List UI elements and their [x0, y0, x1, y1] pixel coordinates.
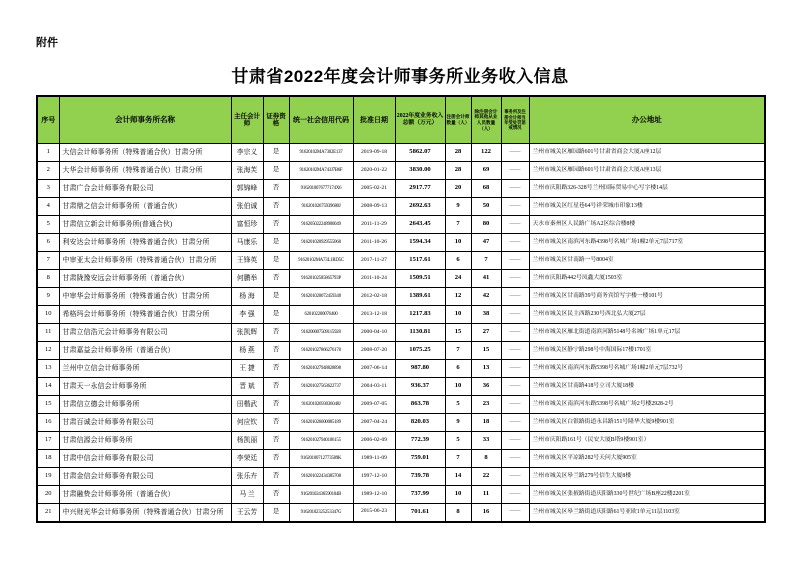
- table-cell: ——: [501, 324, 529, 342]
- table-cell: 8: [445, 504, 471, 522]
- table-cell: 王 捷: [231, 360, 263, 378]
- table-cell: 中审华会计师事务所（特殊普通合伙）甘肃分所: [59, 288, 231, 306]
- table-cell: ——: [501, 180, 529, 198]
- table-cell: 甘肃立信浩元会计师事务有限公司: [59, 324, 231, 342]
- table-cell: 916201020072459348: [289, 288, 353, 306]
- table-cell: 91620102MA7302E137: [289, 144, 353, 162]
- table-cell: 7: [445, 216, 471, 234]
- table-cell: 36: [471, 378, 501, 396]
- table-cell: 2019-09-18: [353, 144, 395, 162]
- table-cell: 28: [445, 144, 471, 162]
- table-cell: 916201020929555068: [289, 234, 353, 252]
- table-cell: 9: [445, 414, 471, 432]
- table-cell: 否: [263, 378, 289, 396]
- column-header-10: 办公地址: [529, 96, 765, 144]
- table-cell: 10: [445, 234, 471, 252]
- table-cell: 杨凯丽: [231, 432, 263, 450]
- table-cell: 大信会计师事务所（特殊普通合伙）甘肃分所: [59, 144, 231, 162]
- table-cell: 820.03: [395, 414, 445, 432]
- table-cell: 80: [471, 216, 501, 234]
- table-row: [37, 414, 765, 432]
- table-cell: 936.37: [395, 378, 445, 396]
- table-cell: 2006-02-09: [353, 432, 395, 450]
- table-cell: 兰州市城关区甘南路418号立司大厦18楼: [529, 378, 765, 396]
- table-cell: 5862.07: [395, 144, 445, 162]
- table-cell: 2011-11-29: [353, 216, 395, 234]
- table-cell: 1509.51: [395, 270, 445, 288]
- table-cell: 兰州市城关区张掖路街道庆阳路330号世纪广场B座22楼2201室: [529, 486, 765, 504]
- table-cell: 中兴财光华会计师事务所（特殊普通合伙）甘肃分所: [59, 504, 231, 522]
- column-header-1: 会计师事务所名称: [59, 96, 231, 144]
- table-cell: 否: [263, 180, 289, 198]
- table-cell: 郭锦峰: [231, 180, 263, 198]
- table-row: [37, 144, 765, 162]
- table-cell: 15: [37, 396, 59, 414]
- table-cell: ——: [501, 162, 529, 180]
- table-cell: 1130.81: [395, 324, 445, 342]
- table-cell: 否: [263, 486, 289, 504]
- revenue-table: [36, 95, 766, 523]
- table-cell: 王锋英: [231, 252, 263, 270]
- table-cell: 兰州市城关区白银路街道永昌路151号隆华大厦9楼901室: [529, 414, 765, 432]
- table-cell: 18: [471, 414, 501, 432]
- table-cell: 否: [263, 414, 289, 432]
- table-cell: 47: [471, 234, 501, 252]
- column-header-8: 除注册会计师其他从业人员数量（人）: [471, 96, 501, 144]
- table-cell: 15: [471, 342, 501, 360]
- table-cell: 2005-02-21: [353, 180, 395, 198]
- table-cell: 1389.61: [395, 288, 445, 306]
- column-header-6: 2022年度业务收入总额（万元）: [395, 96, 445, 144]
- table-cell: 5: [445, 432, 471, 450]
- table-cell: 8: [37, 270, 59, 288]
- table-cell: 916205022248900049: [289, 216, 353, 234]
- table-cell: 9162010076777174X6: [289, 180, 353, 198]
- table-cell: ——: [501, 252, 529, 270]
- table-cell: 甘肃鼎之信会计师事务所（普通合伙）: [59, 198, 231, 216]
- table-cell: ——: [501, 216, 529, 234]
- table-row: [37, 504, 765, 522]
- table-cell: 6: [445, 252, 471, 270]
- table-cell: 91620102MA73L1RD5C: [289, 252, 353, 270]
- table-cell: 田楷武: [231, 396, 263, 414]
- table-cell: 10: [37, 306, 59, 324]
- table-cell: 兰州市庆阳路326-328号兰州国际贸易中心写字楼14层: [529, 180, 765, 198]
- table-cell: 否: [263, 198, 289, 216]
- table-cell: 13: [37, 360, 59, 378]
- table-cell: 李宗义: [231, 144, 263, 162]
- table-cell: 2009-07-05: [353, 396, 395, 414]
- table-cell: ——: [501, 414, 529, 432]
- table-cell: 兰州市城关区雁园路601号甘肃省商会大厦A座13层: [529, 162, 765, 180]
- table-cell: 兰州市城关区甘南路39号商务宾馆写字楼一楼101号: [529, 288, 765, 306]
- table-row: [37, 216, 765, 234]
- table-cell: ——: [501, 288, 529, 306]
- table-cell: 晋 斌: [231, 378, 263, 396]
- table-cell: 91620102693036048J: [289, 396, 353, 414]
- table-cell: 天水市秦州区人民路广场A2区综合楼8楼: [529, 216, 765, 234]
- table-cell: 91620102325253347G: [289, 504, 353, 522]
- table-row: [37, 306, 765, 324]
- table-cell: 69: [471, 162, 501, 180]
- table-cell: 甘肃百诚会计师事务有限公司: [59, 414, 231, 432]
- table-cell: 1217.83: [395, 306, 445, 324]
- column-header-9: 事务所及注册会计师当年受处罚惩戒情况: [501, 96, 529, 144]
- table-row: [37, 450, 765, 468]
- table-cell: 91620102MA743J7B6F: [289, 162, 353, 180]
- table-cell: 759.01: [395, 450, 445, 468]
- table-cell: 4: [37, 198, 59, 216]
- table-cell: ——: [501, 432, 529, 450]
- table-cell: 甘肃信立新会计师事务所(普通合伙): [59, 216, 231, 234]
- table-cell: 916201027563622737: [289, 378, 353, 396]
- table-cell: 50: [471, 198, 501, 216]
- table-cell: 甘肃陇豫安远会计师事务所（普通合伙）: [59, 270, 231, 288]
- table-cell: 李 强: [231, 306, 263, 324]
- table-cell: 张凯辉: [231, 324, 263, 342]
- table-row: [37, 360, 765, 378]
- table-cell: 甘肃天一永信会计师事务所: [59, 378, 231, 396]
- table-cell: 甘肃嘉益会计师事务所（普通合伙）: [59, 342, 231, 360]
- table-cell: 兰州市城关区南滨河东路5398号名城广场2号楼2928-2号: [529, 396, 765, 414]
- table-cell: 马康乐: [231, 234, 263, 252]
- table-cell: 91620102585865793P: [289, 270, 353, 288]
- column-header-0: 序号: [37, 96, 59, 144]
- table-cell: 18: [37, 450, 59, 468]
- table-header-row: [37, 96, 765, 144]
- table-cell: 否: [263, 396, 289, 414]
- table-cell: 620102200076400: [289, 306, 353, 324]
- table-cell: 916201027940106155: [289, 432, 353, 450]
- table-cell: 916201027866276178: [289, 342, 353, 360]
- table-cell: 20: [445, 180, 471, 198]
- table-cell: 42: [471, 288, 501, 306]
- table-cell: 是: [263, 144, 289, 162]
- table-cell: 兰州市城关区南滨河东路5398号名城广场1幢2单元7层732号: [529, 360, 765, 378]
- table-cell: 2004-03-11: [353, 378, 395, 396]
- table-cell: 41: [471, 270, 501, 288]
- table-row: [37, 234, 765, 252]
- table-cell: ——: [501, 360, 529, 378]
- table-cell: 1: [37, 144, 59, 162]
- table-cell: 987.80: [395, 360, 445, 378]
- table-row: [37, 270, 765, 288]
- table-cell: 27: [471, 324, 501, 342]
- table-cell: 15: [445, 324, 471, 342]
- table-cell: 5: [37, 216, 59, 234]
- table-cell: 兰州市城关区甘南路一号8004室: [529, 252, 765, 270]
- column-header-5: 批准日期: [353, 96, 395, 144]
- table-cell: 16: [37, 414, 59, 432]
- table-cell: 20: [37, 486, 59, 504]
- table-cell: 6: [445, 360, 471, 378]
- table-cell: 12: [445, 288, 471, 306]
- table-row: [37, 162, 765, 180]
- table-cell: 否: [263, 432, 289, 450]
- table-cell: 11: [37, 324, 59, 342]
- table-cell: 5: [445, 396, 471, 414]
- table-cell: 863.78: [395, 396, 445, 414]
- table-cell: 2007-06-14: [353, 360, 395, 378]
- table-cell: 大华会计师事务所（特殊普通合伙）甘肃分所: [59, 162, 231, 180]
- table-cell: 9: [445, 198, 471, 216]
- table-cell: ——: [501, 144, 529, 162]
- table-row: [37, 432, 765, 450]
- table-cell: 33: [471, 432, 501, 450]
- table-cell: 2015-06-23: [353, 504, 395, 522]
- table-cell: 是: [263, 504, 289, 522]
- table-cell: 1997-12-10: [353, 468, 395, 486]
- table-cell: 916200007509115928: [289, 324, 353, 342]
- table-cell: 张海芙: [231, 162, 263, 180]
- table-cell: 1517.61: [395, 252, 445, 270]
- table-cell: 122: [471, 144, 501, 162]
- table-body: [37, 144, 765, 522]
- table-cell: ——: [501, 468, 529, 486]
- table-cell: 甘肃信源会计师事务所: [59, 432, 231, 450]
- table-cell: 7: [445, 450, 471, 468]
- table-cell: 8: [471, 450, 501, 468]
- table-cell: 2012-02-18: [353, 288, 395, 306]
- table-cell: 14: [445, 468, 471, 486]
- table-cell: 2007-04-24: [353, 414, 395, 432]
- table-cell: 否: [263, 360, 289, 378]
- table-cell: 何鹏举: [231, 270, 263, 288]
- table-cell: 是: [263, 288, 289, 306]
- table-cell: 1594.34: [395, 234, 445, 252]
- table-row: [37, 324, 765, 342]
- table-cell: 2643.45: [395, 216, 445, 234]
- column-header-3: 证券资格: [263, 96, 289, 144]
- table-cell: 916201027948828898: [289, 360, 353, 378]
- table-cell: 2008-07-20: [353, 342, 395, 360]
- table-cell: 否: [263, 468, 289, 486]
- table-cell: 24: [445, 270, 471, 288]
- table-cell: 7: [445, 342, 471, 360]
- table-cell: 兰州市城关区皋兰路街道庆阳路61号亚欧1单元11层1103室: [529, 504, 765, 522]
- table-cell: 是: [263, 252, 289, 270]
- table-cell: 1075.25: [395, 342, 445, 360]
- table-cell: 张乐卉: [231, 468, 263, 486]
- table-row: [37, 288, 765, 306]
- table-row: [37, 486, 765, 504]
- table-cell: 16: [471, 504, 501, 522]
- table-cell: ——: [501, 504, 529, 522]
- table-cell: 2917.77: [395, 180, 445, 198]
- table-cell: 马 兰: [231, 486, 263, 504]
- table-cell: 23: [471, 396, 501, 414]
- table-cell: 2011-10-24: [353, 270, 395, 288]
- table-cell: 是: [263, 306, 289, 324]
- table-cell: 兰州中立信会计师事务所: [59, 360, 231, 378]
- table-cell: ——: [501, 342, 529, 360]
- table-cell: 22: [471, 468, 501, 486]
- table-cell: 否: [263, 270, 289, 288]
- table-cell: 916201022434385708: [289, 468, 353, 486]
- table-cell: 2011-10-26: [353, 234, 395, 252]
- table-cell: 2: [37, 162, 59, 180]
- table-cell: 兰州市城关区南滨河东路4398号名城广场1幢2单元7层717室: [529, 234, 765, 252]
- table-cell: 9: [37, 288, 59, 306]
- table-cell: 12: [37, 342, 59, 360]
- table-cell: 兰州市城关区雁园路601号甘肃省商会大厦A座12层: [529, 144, 765, 162]
- table-cell: 兰州市城关区静宁路298号中海国际17楼1701室: [529, 342, 765, 360]
- column-header-2: 主任会计师: [231, 96, 263, 144]
- table-cell: 916201026600085189: [289, 414, 353, 432]
- table-cell: 7: [37, 252, 59, 270]
- table-cell: 10: [445, 306, 471, 324]
- table-cell: 1989-11-09: [353, 450, 395, 468]
- table-cell: 772.39: [395, 432, 445, 450]
- table-cell: 11: [471, 486, 501, 504]
- table-row: [37, 252, 765, 270]
- table-cell: 甘肃广合会计师事务有限公司: [59, 180, 231, 198]
- table-cell: 是: [263, 234, 289, 252]
- table-row: [37, 342, 765, 360]
- table-cell: 甘肃金信会计师事务有限公司: [59, 468, 231, 486]
- table-cell: ——: [501, 450, 529, 468]
- table-cell: 17: [37, 432, 59, 450]
- table-cell: ——: [501, 396, 529, 414]
- table-cell: 91620102675939680J: [289, 198, 353, 216]
- table-row: [37, 468, 765, 486]
- table-cell: 2008-09-13: [353, 198, 395, 216]
- table-row: [37, 180, 765, 198]
- table-cell: 否: [263, 216, 289, 234]
- attachment-label: 附件: [36, 37, 58, 49]
- table-cell: 2692.63: [395, 198, 445, 216]
- table-cell: 19: [37, 468, 59, 486]
- table-cell: 91620100712773589K: [289, 450, 353, 468]
- table-cell: ——: [501, 306, 529, 324]
- table-cell: 2020-01-22: [353, 162, 395, 180]
- table-row: [37, 198, 765, 216]
- table-cell: 68: [471, 180, 501, 198]
- table-cell: 富恒珍: [231, 216, 263, 234]
- table-cell: 兰州市城关区民主西路230号西北弘大厦27层: [529, 306, 765, 324]
- table-cell: 2000-04-10: [353, 324, 395, 342]
- table-header: [37, 96, 765, 144]
- table-cell: 6: [37, 234, 59, 252]
- table-cell: 甘肃中信会计师事务有限公司: [59, 450, 231, 468]
- table-cell: ——: [501, 486, 529, 504]
- table-cell: 2013-12-18: [353, 306, 395, 324]
- table-cell: 7: [471, 252, 501, 270]
- table-cell: 38: [471, 306, 501, 324]
- table-cell: ——: [501, 198, 529, 216]
- table-cell: 兰州市城关区皋兰路279号信生大厦8楼: [529, 468, 765, 486]
- table-cell: 否: [263, 342, 289, 360]
- table-cell: 否: [263, 450, 289, 468]
- table-row: [37, 378, 765, 396]
- table-cell: 否: [263, 324, 289, 342]
- table-cell: 兰州市城关区平凉路282号天问大厦905室: [529, 450, 765, 468]
- table-cell: 14: [37, 378, 59, 396]
- table-cell: 杨 燕: [231, 342, 263, 360]
- table-cell: 10: [445, 378, 471, 396]
- table-cell: 是: [263, 162, 289, 180]
- table-cell: 1989-12-10: [353, 486, 395, 504]
- table-cell: 13: [471, 360, 501, 378]
- table-cell: 王云芳: [231, 504, 263, 522]
- column-header-7: 注册会计师数量（人）: [445, 96, 471, 144]
- table-cell: 739.78: [395, 468, 445, 486]
- table-cell: ——: [501, 378, 529, 396]
- page-title: 甘肃省2022年度会计师事务所业务收入信息: [231, 67, 569, 86]
- table-cell: 张伯诚: [231, 198, 263, 216]
- table-cell: ——: [501, 270, 529, 288]
- table-cell: 2017-11-27: [353, 252, 395, 270]
- table-cell: 李荣廷: [231, 450, 263, 468]
- table-cell: 中审亚太会计师事务所（特殊普通合伙）甘肃分所: [59, 252, 231, 270]
- table-cell: 701.61: [395, 504, 445, 522]
- table-cell: ——: [501, 234, 529, 252]
- table-cell: 737.99: [395, 486, 445, 504]
- table-cell: 3: [37, 180, 59, 198]
- table-cell: 何应钦: [231, 414, 263, 432]
- table-cell: 杨 海: [231, 288, 263, 306]
- table-cell: 21: [37, 504, 59, 522]
- table-cell: 兰州市城关区雁北街道南滨河路5148号名城广场1单元17层: [529, 324, 765, 342]
- table-cell: 兰州市庆阳路161号（民安大厦B塔9楼901室）: [529, 432, 765, 450]
- table-cell: 28: [445, 162, 471, 180]
- table-cell: 利安达会计师事务所（特殊普通合伙）甘肃分所: [59, 234, 231, 252]
- table-cell: 3830.00: [395, 162, 445, 180]
- table-cell: 91620102436590104B: [289, 486, 353, 504]
- table-cell: 兰州市庆阳路442号凤鑫大厦1503室: [529, 270, 765, 288]
- table-cell: 10: [445, 486, 471, 504]
- table-cell: 兰州市城关区红星巷64号祥荣城市印象13楼: [529, 198, 765, 216]
- table-cell: 希格玛会计师事务所（特殊普通合伙）甘肃分所: [59, 306, 231, 324]
- table-cell: 甘肃融贽会计师事务所（普通合伙）: [59, 486, 231, 504]
- table-row: [37, 396, 765, 414]
- column-header-4: 统一社会信用代码: [289, 96, 353, 144]
- table-cell: 甘肃信立德会计师事务所: [59, 396, 231, 414]
